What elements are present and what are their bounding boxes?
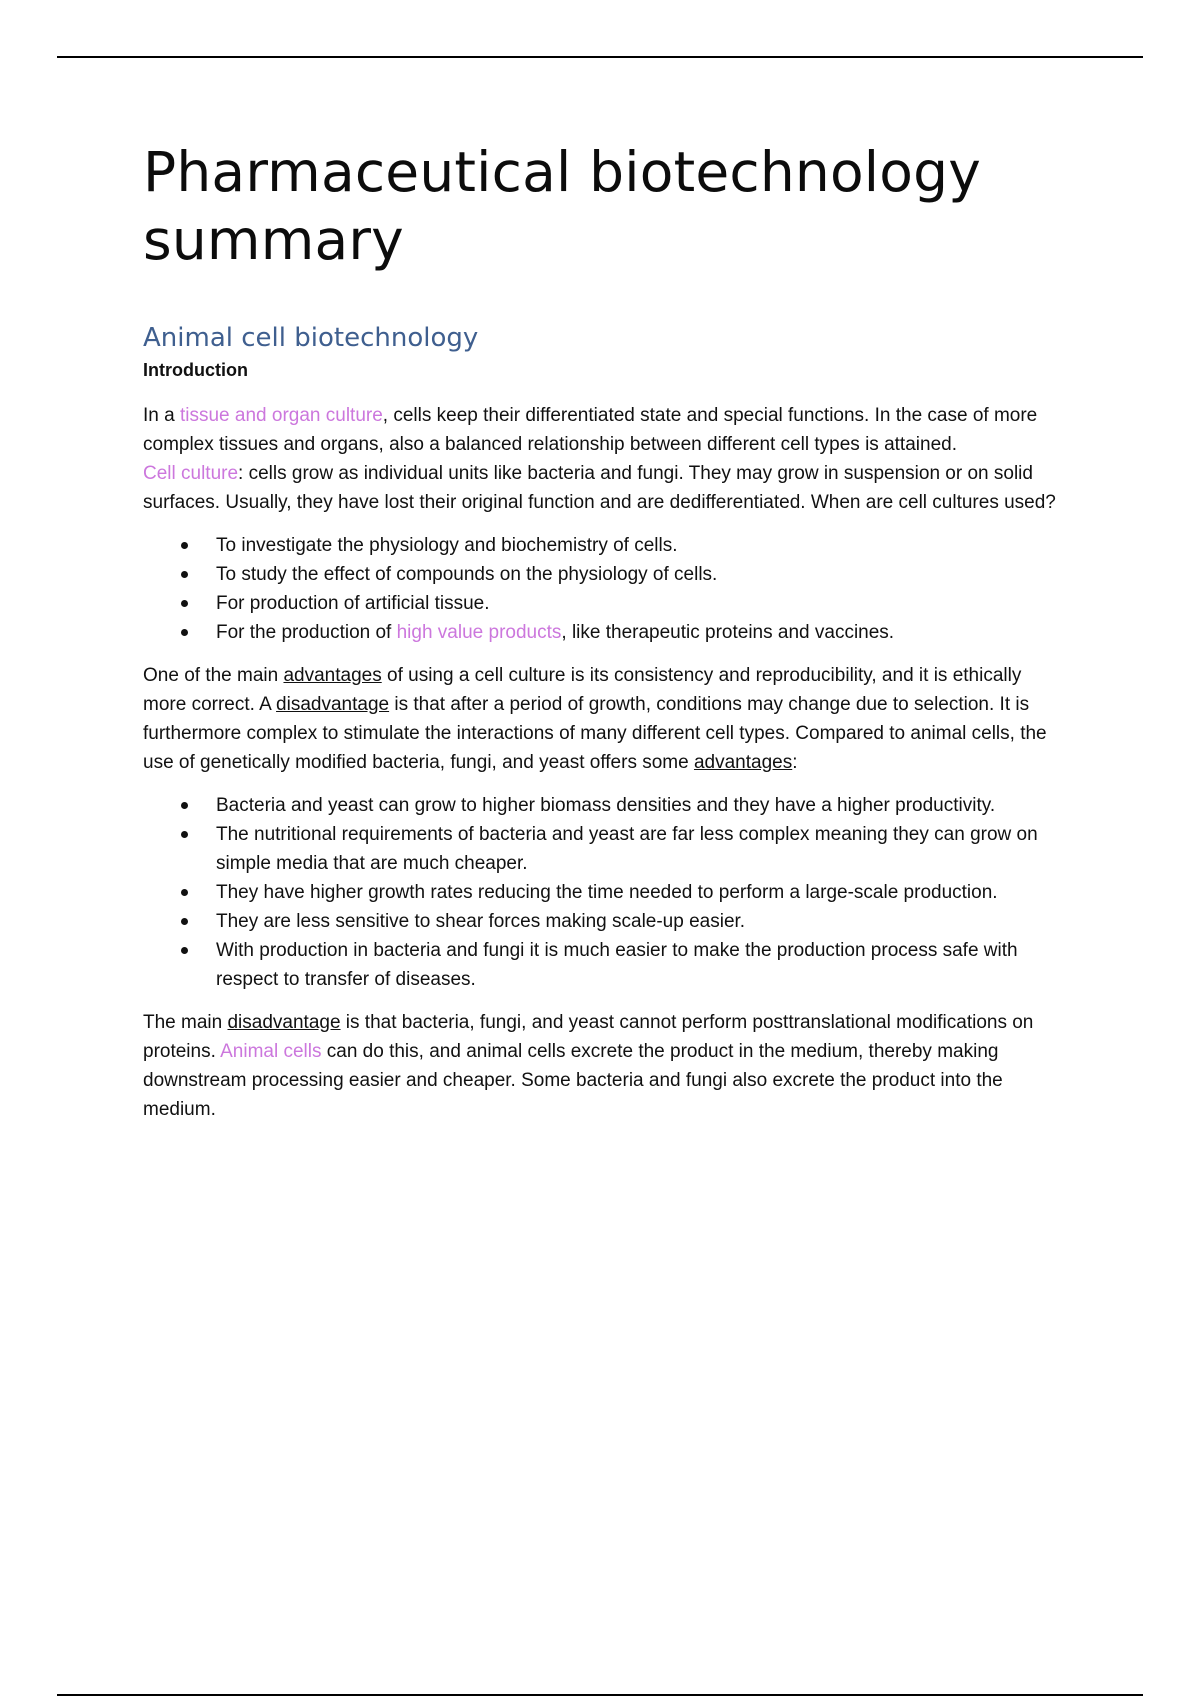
paragraph-tissue-culture (143, 401, 1068, 459)
text-run: can do this, and animal cells excrete the product in the medium, thereby making downstream processing easier and cheaper. Some bacteria and fungi also excrete the product into the medium. (143, 1041, 1003, 1120)
highlight-term: Cell culture (143, 463, 239, 484)
bullet-icon (181, 831, 188, 838)
list-item-text: To investigate the physiology and biochemistry of cells. (216, 535, 678, 556)
text-run: of using a cell culture is its consistency and reproducibility, and it is ethically more correct. A (143, 665, 1022, 715)
list-item (143, 936, 1068, 994)
underlined-term: advantages (693, 752, 793, 773)
underlined-term: advantages (283, 665, 382, 686)
bullet-icon (181, 571, 188, 578)
paragraph-advantages (143, 661, 1068, 777)
text-run: , like therapeutic proteins and vaccines. (561, 622, 895, 643)
list-item-text: For production of artificial tissue. (216, 593, 490, 614)
list-item-text: They are less sensitive to shear forces making scale-up easier. (216, 911, 746, 932)
text-run: For the production of (216, 622, 397, 643)
highlight-term: Animal cells (220, 1041, 322, 1062)
text-run: , cells keep their differentiated state and special functions. In the case of more complex tissues and organs, also a balanced relationship between different cell types is attained. (143, 405, 1038, 455)
list-item-text: Bacteria and yeast can grow to higher biomass densities and they have a higher productivity. (216, 795, 996, 816)
subheading-introduction: Introduction (143, 360, 248, 380)
text-run: is that bacteria, fungi, and yeast cannot perform posttranslational modifications on proteins. (143, 1012, 1034, 1062)
bullet-icon (181, 889, 188, 896)
list-item-text: To study the effect of compounds on the physiology of cells. (216, 564, 718, 585)
paragraph-disadvantage (143, 1008, 1068, 1124)
bottom-rule (57, 1694, 1143, 1696)
list-item (143, 589, 1068, 618)
bullet-icon (181, 918, 188, 925)
document-body (143, 138, 1068, 1124)
list-item-text: With production in bacteria and fungi it is much easier to make the production process safe with respect to transfer of diseases. (216, 940, 1018, 990)
underlined-term: disadvantage (276, 694, 390, 715)
bullet-list-advantages (143, 791, 1068, 994)
list-item-text: The nutritional requirements of bacteria and yeast are far less complex meaning they can grow on simple media that are much cheaper. (216, 824, 1038, 874)
bullet-icon (181, 947, 188, 954)
bullet-icon (181, 802, 188, 809)
list-item (143, 531, 1068, 560)
list-item (143, 791, 1068, 820)
list-item-text: They have higher growth rates reducing the time needed to perform a large-scale production. (216, 882, 998, 903)
list-item (143, 560, 1068, 589)
bullet-icon (181, 629, 188, 636)
list-item (143, 618, 1068, 647)
document-title: Pharmaceutical biotechnology summary (143, 140, 981, 272)
highlight-term: tissue and organ culture (179, 405, 383, 426)
bullet-icon (181, 600, 188, 607)
text-run: In a (143, 405, 180, 426)
list-item (143, 820, 1068, 878)
top-rule (57, 56, 1143, 58)
section-heading: Animal cell biotechnology (143, 323, 479, 353)
text-run: : (792, 752, 798, 773)
highlight-term: high value products (396, 622, 562, 643)
text-run: The main (143, 1012, 228, 1033)
bullet-list-uses (143, 531, 1068, 647)
list-item (143, 907, 1068, 936)
text-run: : cells grow as individual units like bacteria and fungi. They may grow in suspension or on solid surfaces. Usually, they have lost their original function and are dedifferentiated. When are cell cultures used? (143, 463, 1056, 513)
list-item (143, 878, 1068, 907)
bullet-icon (181, 542, 188, 549)
underlined-term: disadvantage (227, 1012, 341, 1033)
text-run: is that after a period of growth, conditions may change due to selection. It is furthermore complex to stimulate the interactions of many different cell types. Compared to animal cells, the use of genetically modified bacteria, fungi, and yeast offers some (143, 694, 1047, 773)
text-run: One of the main (143, 665, 284, 686)
paragraph-cell-culture (143, 459, 1068, 517)
